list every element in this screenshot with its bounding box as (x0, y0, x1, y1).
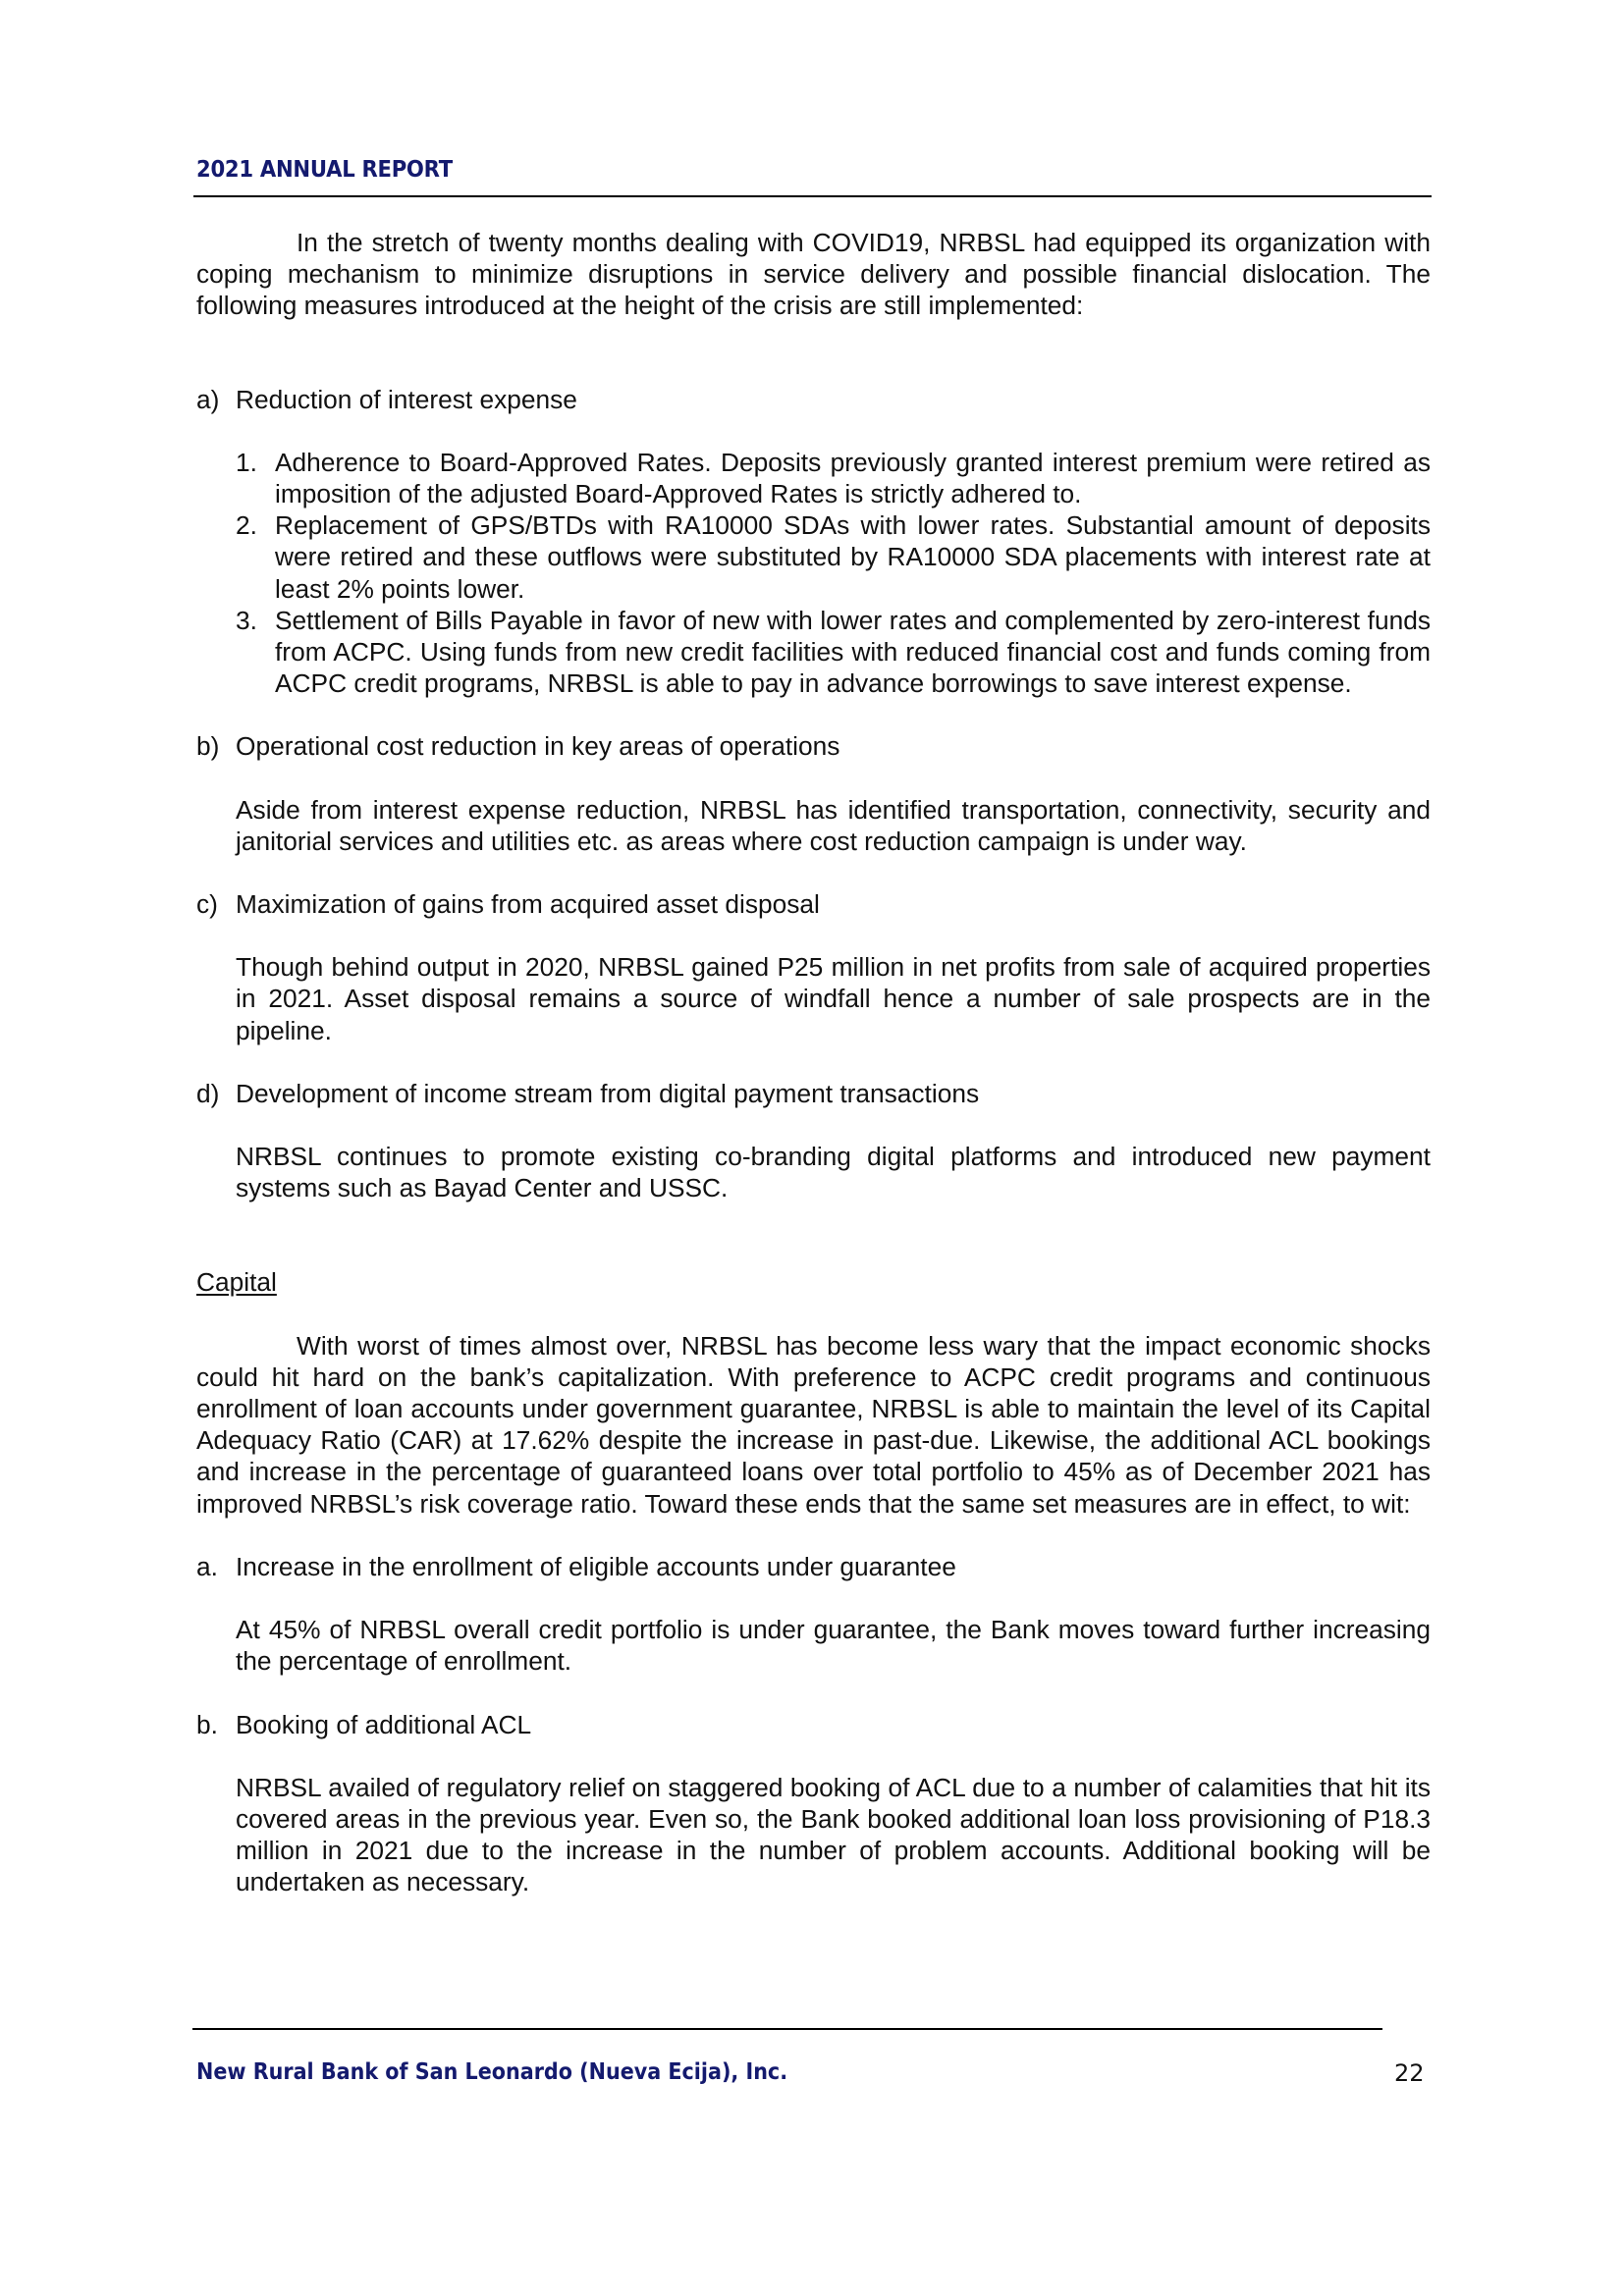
measure-label: a) (196, 384, 220, 414)
measure-d-body: NRBSL continues to promote existing co-branding digital platforms and introduced new payment systems such as Bayad Center and USSC. (236, 1142, 1431, 1203)
intro-paragraph: In the stretch of twenty months dealing with COVID19, NRBSL had equipped its organization with coping mechanism to minimize disruptions in service delivery and possible financial dislocation. The following measures introduced at the height of the crisis are still implemented: (196, 228, 1431, 321)
footer-organization-name: New Rural Bank of San Leonardo (Nueva Ecija), Inc. (196, 2059, 788, 2085)
capital-heading-text: Capital (196, 1267, 277, 1298)
capital-item-a-heading (196, 1551, 1431, 1582)
capital-intro-paragraph: With worst of times almost over, NRBSL has become less wary that the impact economic shocks could hit hard on the bank’s capitalization. With preference to ACPC credit programs and continuous enrollment of loan accounts under government guarantee, NRBSL is able to maintain the level of its Capital Adequacy Ratio (CAR) at 17.62% despite the increase in past-due. Likewise, the additional ACL bookings and increase in the percentage of guaranteed loans over total portfolio to 45% as of December 2021 has improved NRBSL’s risk coverage ratio. Toward these ends that the same set measures are in effect, to wit: (196, 1330, 1431, 1519)
report-header-title: 2021 ANNUAL REPORT (196, 157, 453, 183)
measure-title: Operational cost reduction in key areas of operations (236, 731, 840, 762)
capital-item-b-heading (196, 1709, 1431, 1740)
list-item (236, 605, 1431, 700)
measure-title: Maximization of gains from acquired asset disposal (236, 889, 820, 920)
capital-item-title: Booking of additional ACL (236, 1709, 532, 1739)
measure-c-body: Though behind output in 2020, NRBSL gained P25 million in net profits from sale of acquired properties in 2021. Asset disposal remains a source of windfall hence a number of sale prospects are in the pipeline. (236, 952, 1431, 1045)
header-divider (193, 195, 1432, 197)
capital-item-title: Increase in the enrollment of eligible accounts under guarantee (236, 1551, 956, 1581)
list-number: 1. (236, 447, 257, 477)
list-number: 2. (236, 510, 257, 541)
page-content (196, 227, 1431, 1898)
footer-divider (192, 2028, 1382, 2030)
measure-title: Development of income stream from digital payment transactions (236, 1078, 980, 1108)
list-item (236, 509, 1431, 605)
page-number: 22 (1394, 2059, 1425, 2087)
measure-a-heading (196, 384, 1431, 415)
capital-item-b-body: NRBSL availed of regulatory relief on staggered booking of ACL due to a number of calamities that hit its covered areas in the previous year. Even so, the Bank booked additional loan loss provisioning of P18.3 million in 2021 due to the increase in the number of problem accounts. Additional booking will be undertaken as necessary. (236, 1772, 1431, 1897)
capital-heading (196, 1266, 1431, 1298)
measure-a-list (236, 447, 1431, 700)
capital-item-label: a. (196, 1551, 218, 1581)
list-text: Adherence to Board-Approved Rates. Deposits previously granted interest premium were retired as imposition of the adjusted Board-Approved Rates is strictly adhered to. (275, 447, 1431, 509)
measure-c-heading (196, 888, 1431, 920)
measure-title: Reduction of interest expense (236, 384, 577, 414)
list-number: 3. (236, 605, 257, 635)
measure-b-heading (196, 730, 1431, 762)
measure-label: b) (196, 731, 220, 762)
measure-b-body: Aside from interest expense reduction, NRBSL has identified transportation, connectivity, security and janitorial services and utilities etc. as areas where cost reduction campaign is under way. (236, 794, 1431, 856)
list-text: Replacement of GPS/BTDs with RA10000 SDAs with lower rates. Substantial amount of deposits were retired and these outflows were substituted by RA10000 SDA placements with interest rate at least 2% points lower. (275, 510, 1431, 604)
measure-label: d) (196, 1078, 220, 1108)
capital-item-label: b. (196, 1709, 218, 1739)
list-text: Settlement of Bills Payable in favor of new with lower rates and complemented by zero-interest funds from ACPC. Using funds from new credit facilities with reduced financial cost and funds coming from ACPC credit programs, NRBSL is able to pay in advance borrowings to save interest expense. (275, 605, 1431, 699)
capital-item-a-body: At 45% of NRBSL overall credit portfolio is under guarantee, the Bank moves toward further increasing the percentage of enrollment. (236, 1615, 1431, 1677)
measure-label: c) (196, 889, 218, 920)
measure-d-heading (196, 1078, 1431, 1109)
list-item (236, 447, 1431, 509)
